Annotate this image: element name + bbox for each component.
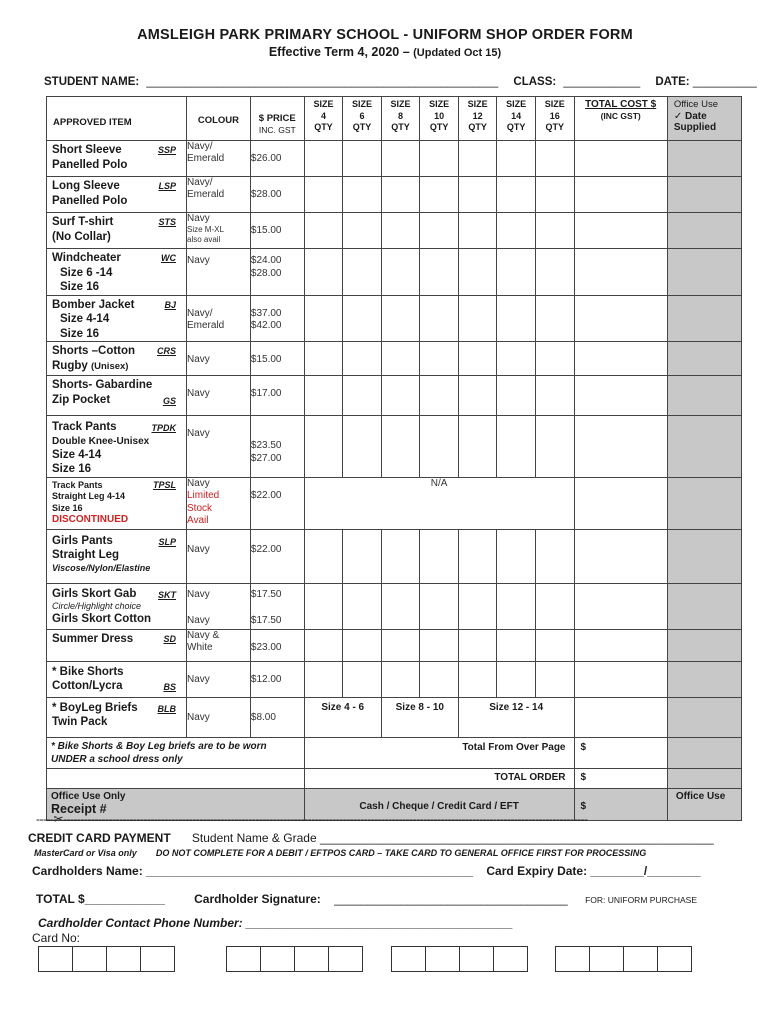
qty-cell[interactable]	[458, 629, 497, 661]
table-row	[47, 477, 742, 529]
qty-cell[interactable]	[458, 416, 497, 478]
qty-cell[interactable]	[420, 583, 459, 629]
total-order-field[interactable]: $	[574, 768, 667, 788]
card-digit-box[interactable]	[226, 946, 261, 972]
qty-cell[interactable]	[497, 177, 536, 213]
qty-cell[interactable]	[304, 342, 343, 376]
table-row	[47, 249, 742, 296]
qty-cell[interactable]	[381, 141, 420, 177]
total-cell[interactable]	[574, 697, 667, 737]
phone-field[interactable]: Cardholder Contact Phone Number: ________________________________________	[38, 916, 513, 930]
price-cell: $23.50 $27.00	[250, 416, 304, 478]
debit-warning: DO NOT COMPLETE FOR A DEBIT / EFTPOS CARD – TAKE CARD TO GENERAL OFFICE FIRST FOR PROCESSING	[155, 848, 647, 858]
qty-cell[interactable]	[381, 295, 420, 342]
order-table	[46, 96, 742, 821]
qty-cell[interactable]	[497, 342, 536, 376]
table-row	[47, 295, 742, 342]
class-label: CLASS:	[513, 76, 557, 88]
card-digit-box[interactable]	[106, 946, 141, 972]
credit-card-heading-line	[28, 831, 714, 845]
office-cell	[667, 737, 741, 768]
form-title: AMSLEIGH PARK PRIMARY SCHOOL - UNIFORM SHOP ORDER FORM	[137, 27, 633, 43]
payment-dollar: $	[574, 788, 667, 820]
qty-cell[interactable]	[381, 177, 420, 213]
colour-cell: Navy/ Emerald	[187, 177, 251, 213]
qty-cell[interactable]	[343, 177, 382, 213]
qty-cell[interactable]	[458, 141, 497, 177]
qty-cell[interactable]	[420, 529, 459, 583]
qty-cell[interactable]	[458, 177, 497, 213]
qty-cell[interactable]	[535, 177, 574, 213]
item-tpdk: Track Pants Double Knee-Unisex Size 4-14 Size 16 TPDK	[52, 421, 176, 475]
qty-cell[interactable]	[458, 213, 497, 249]
total-cost-header: TOTAL COST $ (INC GST)	[574, 97, 667, 141]
total-over-page-field[interactable]: $	[574, 737, 667, 768]
qty-cell[interactable]	[458, 376, 497, 416]
item-slp: Girls Pants Straight Leg Viscose/Nylon/Elastine SLP	[52, 534, 176, 573]
total-cell[interactable]	[574, 629, 667, 661]
card-types: MasterCard or Visa only	[34, 848, 137, 858]
office-cell	[667, 661, 741, 697]
credit-card-heading: CREDIT CARD PAYMENT	[28, 831, 171, 845]
qty-cell[interactable]	[497, 416, 536, 478]
table-row	[47, 342, 742, 376]
table-row	[47, 177, 742, 213]
office-cell	[667, 213, 741, 249]
signature-label: Cardholder Signature:	[194, 892, 321, 906]
colour-cell: Navy/ Emerald	[187, 295, 251, 342]
date-field[interactable]: __________	[692, 76, 757, 88]
qty-cell[interactable]	[420, 376, 459, 416]
approved-item-header: APPROVED ITEM	[47, 97, 187, 141]
price-cell: $17.00	[250, 376, 304, 416]
card-note-line	[34, 847, 646, 859]
card-digit-box[interactable]	[294, 946, 329, 972]
student-name-field[interactable]: _______________________________________________________	[146, 76, 499, 88]
qty-cell[interactable]	[343, 529, 382, 583]
table-row	[47, 416, 742, 478]
qty-cell[interactable]	[304, 629, 343, 661]
table-row	[47, 141, 742, 177]
size-6-header: SIZE 6 QTY	[343, 97, 382, 141]
qty-cell[interactable]	[458, 249, 497, 296]
cardholder-name-field[interactable]: Cardholders Name: _________________________________________________	[32, 864, 474, 878]
cardholder-name-line	[32, 864, 701, 878]
colour-cell: Navy Limited Stock Avail	[187, 477, 251, 529]
office-cell	[667, 768, 741, 788]
card-digit-box[interactable]	[425, 946, 460, 972]
qty-cell[interactable]	[497, 376, 536, 416]
qty-cell[interactable]	[535, 376, 574, 416]
item-lsp: Long Sleeve Panelled Polo LSP	[52, 180, 176, 207]
size-12-header: SIZE 12 QTY	[458, 97, 497, 141]
qty-cell[interactable]	[343, 342, 382, 376]
office-cell	[667, 416, 741, 478]
effective-term: Effective Term 4, 2020 –	[268, 45, 410, 59]
card-digit-box[interactable]	[38, 946, 73, 972]
office-cell	[667, 177, 741, 213]
qty-cell[interactable]	[458, 342, 497, 376]
qty-cell[interactable]	[381, 416, 420, 478]
colour-cell: Navy Navy	[187, 583, 251, 629]
total-order-label: TOTAL ORDER	[304, 768, 574, 788]
class-field[interactable]: ____________	[563, 76, 641, 88]
card-digit-box[interactable]	[555, 946, 590, 972]
total-cell[interactable]	[574, 141, 667, 177]
price-cell: $28.00	[250, 177, 304, 213]
colour-cell: Navy	[187, 697, 251, 737]
card-no-label: Card No:	[32, 931, 81, 945]
qty-cell[interactable]	[535, 583, 574, 629]
date-label: DATE:	[655, 76, 690, 88]
colour-cell: Navy & White	[187, 629, 251, 661]
item-crs: Shorts –Cotton Rugby (Unisex) CRS	[52, 345, 176, 372]
qty-cell[interactable]	[304, 213, 343, 249]
total-cell[interactable]	[574, 376, 667, 416]
total-cell[interactable]	[574, 342, 667, 376]
qty-cell[interactable]	[343, 416, 382, 478]
qty-cell[interactable]	[381, 342, 420, 376]
price-cell: $24.00 $28.00	[250, 249, 304, 296]
qty-cell[interactable]	[304, 416, 343, 478]
not-available-cell: N/A	[304, 477, 574, 529]
qty-cell[interactable]	[535, 141, 574, 177]
colour-cell: Navy	[187, 416, 251, 478]
qty-cell[interactable]	[420, 661, 459, 697]
total-cell[interactable]	[574, 477, 667, 529]
qty-cell[interactable]	[343, 583, 382, 629]
size-12-14-cell[interactable]: Size 12 - 14	[458, 697, 574, 737]
qty-cell[interactable]	[535, 342, 574, 376]
card-digit-box[interactable]	[391, 946, 426, 972]
total-field[interactable]: TOTAL $____________	[36, 892, 165, 906]
qty-cell[interactable]	[420, 141, 459, 177]
item-bs: * Bike Shorts Cotton/Lycra BS	[52, 665, 176, 692]
qty-cell[interactable]	[420, 249, 459, 296]
total-order-row	[47, 768, 742, 788]
qty-cell[interactable]	[343, 629, 382, 661]
updated-note: (Updated Oct 15)	[413, 47, 502, 59]
office-cell	[667, 249, 741, 296]
price-cell: $22.00	[250, 529, 304, 583]
office-cell	[667, 376, 741, 416]
price-cell: $15.00	[250, 213, 304, 249]
table-row	[47, 213, 742, 249]
qty-cell[interactable]	[497, 629, 536, 661]
office-cell	[667, 295, 741, 342]
size-8-10-cell[interactable]: Size 8 - 10	[381, 697, 458, 737]
qty-cell[interactable]	[420, 416, 459, 478]
total-cell[interactable]	[574, 529, 667, 583]
qty-cell[interactable]	[381, 583, 420, 629]
student-grade-field[interactable]: Student Name & Grade ___________________________________________________________	[191, 831, 714, 845]
total-cell[interactable]	[574, 583, 667, 629]
colour-cell: Navy/ Emerald	[187, 141, 251, 177]
price-cell: $12.00	[250, 661, 304, 697]
total-cell[interactable]	[574, 177, 667, 213]
cut-line: -----✂------------------------------------------------------------------------------------------------------------------------------------------------------	[36, 812, 588, 826]
qty-cell[interactable]	[420, 213, 459, 249]
qty-cell[interactable]	[458, 529, 497, 583]
office-use-only-cell: Office Use Only Receipt #	[47, 788, 305, 820]
form-subtitle	[0, 45, 770, 59]
qty-cell[interactable]	[381, 661, 420, 697]
item-blb: * BoyLeg Briefs Twin Pack BLB	[52, 701, 176, 728]
qty-cell[interactable]	[304, 376, 343, 416]
footnote-row	[47, 737, 742, 768]
price-cell: $23.00	[250, 629, 304, 661]
price-cell: $22.00	[250, 477, 304, 529]
qty-cell[interactable]	[497, 213, 536, 249]
qty-cell[interactable]	[381, 376, 420, 416]
price-cell: $17.50 $17.50	[250, 583, 304, 629]
qty-cell[interactable]	[535, 213, 574, 249]
header-row	[47, 97, 742, 141]
card-digit-box[interactable]	[140, 946, 175, 972]
qty-cell[interactable]	[304, 177, 343, 213]
qty-cell[interactable]	[304, 295, 343, 342]
item-skt: Girls Skort Gab Circle/Highlight choice Girls Skort Cotton SKT	[52, 587, 176, 625]
colour-cell: Navy	[187, 661, 251, 697]
qty-cell[interactable]	[343, 376, 382, 416]
table-row	[47, 529, 742, 583]
total-cell[interactable]	[574, 295, 667, 342]
qty-cell[interactable]	[420, 629, 459, 661]
qty-cell[interactable]	[535, 416, 574, 478]
colour-cell: Navy	[187, 342, 251, 376]
qty-cell[interactable]	[497, 295, 536, 342]
office-cell	[667, 629, 741, 661]
qty-cell[interactable]	[497, 529, 536, 583]
size-14-header: SIZE 14 QTY	[497, 97, 536, 141]
qty-cell[interactable]	[343, 295, 382, 342]
price-cell: $26.00	[250, 141, 304, 177]
card-expiry-field[interactable]: Card Expiry Date: ________/________	[486, 864, 701, 878]
colour-cell: Navy	[187, 529, 251, 583]
card-digit-box[interactable]	[589, 946, 624, 972]
card-digit-box[interactable]	[459, 946, 494, 972]
table-row	[47, 629, 742, 661]
qty-cell[interactable]	[497, 141, 536, 177]
total-cell[interactable]	[574, 213, 667, 249]
price-cell: $15.00	[250, 342, 304, 376]
total-over-page-label: Total From Over Page	[304, 737, 574, 768]
size-4-6-cell[interactable]: Size 4 - 6	[304, 697, 381, 737]
table-row	[47, 697, 742, 737]
student-info-line	[44, 76, 757, 88]
purpose-note: FOR: UNIFORM PURCHASE	[585, 895, 697, 905]
total-cell[interactable]	[574, 661, 667, 697]
office-cell	[667, 141, 741, 177]
qty-cell[interactable]	[535, 249, 574, 296]
card-number-group-4	[555, 946, 691, 972]
card-digit-box[interactable]	[623, 946, 658, 972]
card-digit-box[interactable]	[657, 946, 692, 972]
payment-methods: Cash / Cheque / Credit Card / EFT	[304, 788, 574, 820]
student-name-label: STUDENT NAME:	[44, 76, 140, 88]
total-cell[interactable]	[574, 416, 667, 478]
price-cell: $37.00 $42.00	[250, 295, 304, 342]
size-10-header: SIZE 10 QTY	[420, 97, 459, 141]
qty-cell[interactable]	[458, 583, 497, 629]
qty-cell[interactable]	[381, 529, 420, 583]
qty-cell[interactable]	[304, 529, 343, 583]
item-ssp: Short Sleeve Panelled Polo SSP	[52, 144, 176, 171]
qty-cell[interactable]	[343, 249, 382, 296]
qty-cell[interactable]	[458, 661, 497, 697]
total-cell[interactable]	[574, 249, 667, 296]
qty-cell[interactable]	[381, 213, 420, 249]
size-8-header: SIZE 8 QTY	[381, 97, 420, 141]
card-digit-box[interactable]	[493, 946, 528, 972]
item-wc: Windcheater Size 6 -14 Size 16 WC	[52, 252, 176, 293]
qty-cell[interactable]	[304, 583, 343, 629]
office-cell	[667, 697, 741, 737]
qty-cell[interactable]	[535, 529, 574, 583]
size-4-header: SIZE 4 QTY	[304, 97, 343, 141]
size-16-header: SIZE 16 QTY	[535, 97, 574, 141]
qty-cell[interactable]	[420, 295, 459, 342]
signature-field[interactable]: ___________________________________	[334, 892, 568, 906]
table-row	[47, 376, 742, 416]
qty-cell[interactable]	[535, 629, 574, 661]
qty-cell[interactable]	[304, 141, 343, 177]
office-cell	[667, 529, 741, 583]
colour-cell: Navy	[187, 249, 251, 296]
total-signature-line	[36, 892, 697, 906]
price-header-sub: INC. GST	[258, 124, 296, 135]
price-header	[250, 97, 304, 141]
colour-cell: Navy	[187, 376, 251, 416]
qty-cell[interactable]	[343, 141, 382, 177]
table-row	[47, 661, 742, 697]
bike-shorts-note: * Bike Shorts & Boy Leg briefs are to be worn UNDER a school dress only	[47, 737, 305, 768]
qty-cell[interactable]	[497, 583, 536, 629]
price-cell: $8.00	[250, 697, 304, 737]
card-number-group-3	[391, 946, 527, 972]
item-tpsl: Track Pants Straight Leg 4-14 Size 16 DISCONTINUED TPSL	[52, 479, 176, 525]
qty-cell[interactable]	[304, 249, 343, 296]
card-number-group-1	[38, 946, 174, 972]
qty-cell[interactable]	[420, 342, 459, 376]
office-use-header: Office Use ✓ Date Supplied	[667, 97, 741, 141]
qty-cell[interactable]	[381, 249, 420, 296]
office-cell	[667, 583, 741, 629]
qty-cell[interactable]	[497, 249, 536, 296]
qty-cell[interactable]	[343, 213, 382, 249]
card-digit-box[interactable]	[260, 946, 295, 972]
qty-cell[interactable]	[381, 629, 420, 661]
qty-cell[interactable]	[343, 661, 382, 697]
qty-cell[interactable]	[304, 661, 343, 697]
table-row	[47, 583, 742, 629]
office-cell	[667, 477, 741, 529]
qty-cell[interactable]	[420, 177, 459, 213]
qty-cell[interactable]	[535, 295, 574, 342]
colour-header: COLOUR	[187, 97, 251, 141]
qty-cell[interactable]	[458, 295, 497, 342]
card-digit-box[interactable]	[72, 946, 107, 972]
card-digit-box[interactable]	[328, 946, 363, 972]
item-sd: Summer Dress SD	[52, 632, 176, 645]
qty-cell[interactable]	[497, 661, 536, 697]
item-bj: Bomber Jacket Size 4-14 Size 16 BJ	[52, 298, 176, 340]
item-sts: Surf T-shirt (No Collar) STS	[52, 216, 176, 243]
item-gs: Shorts- Gabardine Zip Pocket GS	[52, 379, 176, 406]
price-header-label: $ PRICE	[258, 113, 296, 124]
receipt-label: Receipt #	[51, 801, 107, 816]
colour-cell: Navy Size M-XL also avail	[187, 213, 251, 249]
qty-cell[interactable]	[535, 661, 574, 697]
office-cell	[667, 342, 741, 376]
card-number-group-2	[226, 946, 362, 972]
office-use-cell: Office Use	[667, 788, 741, 820]
